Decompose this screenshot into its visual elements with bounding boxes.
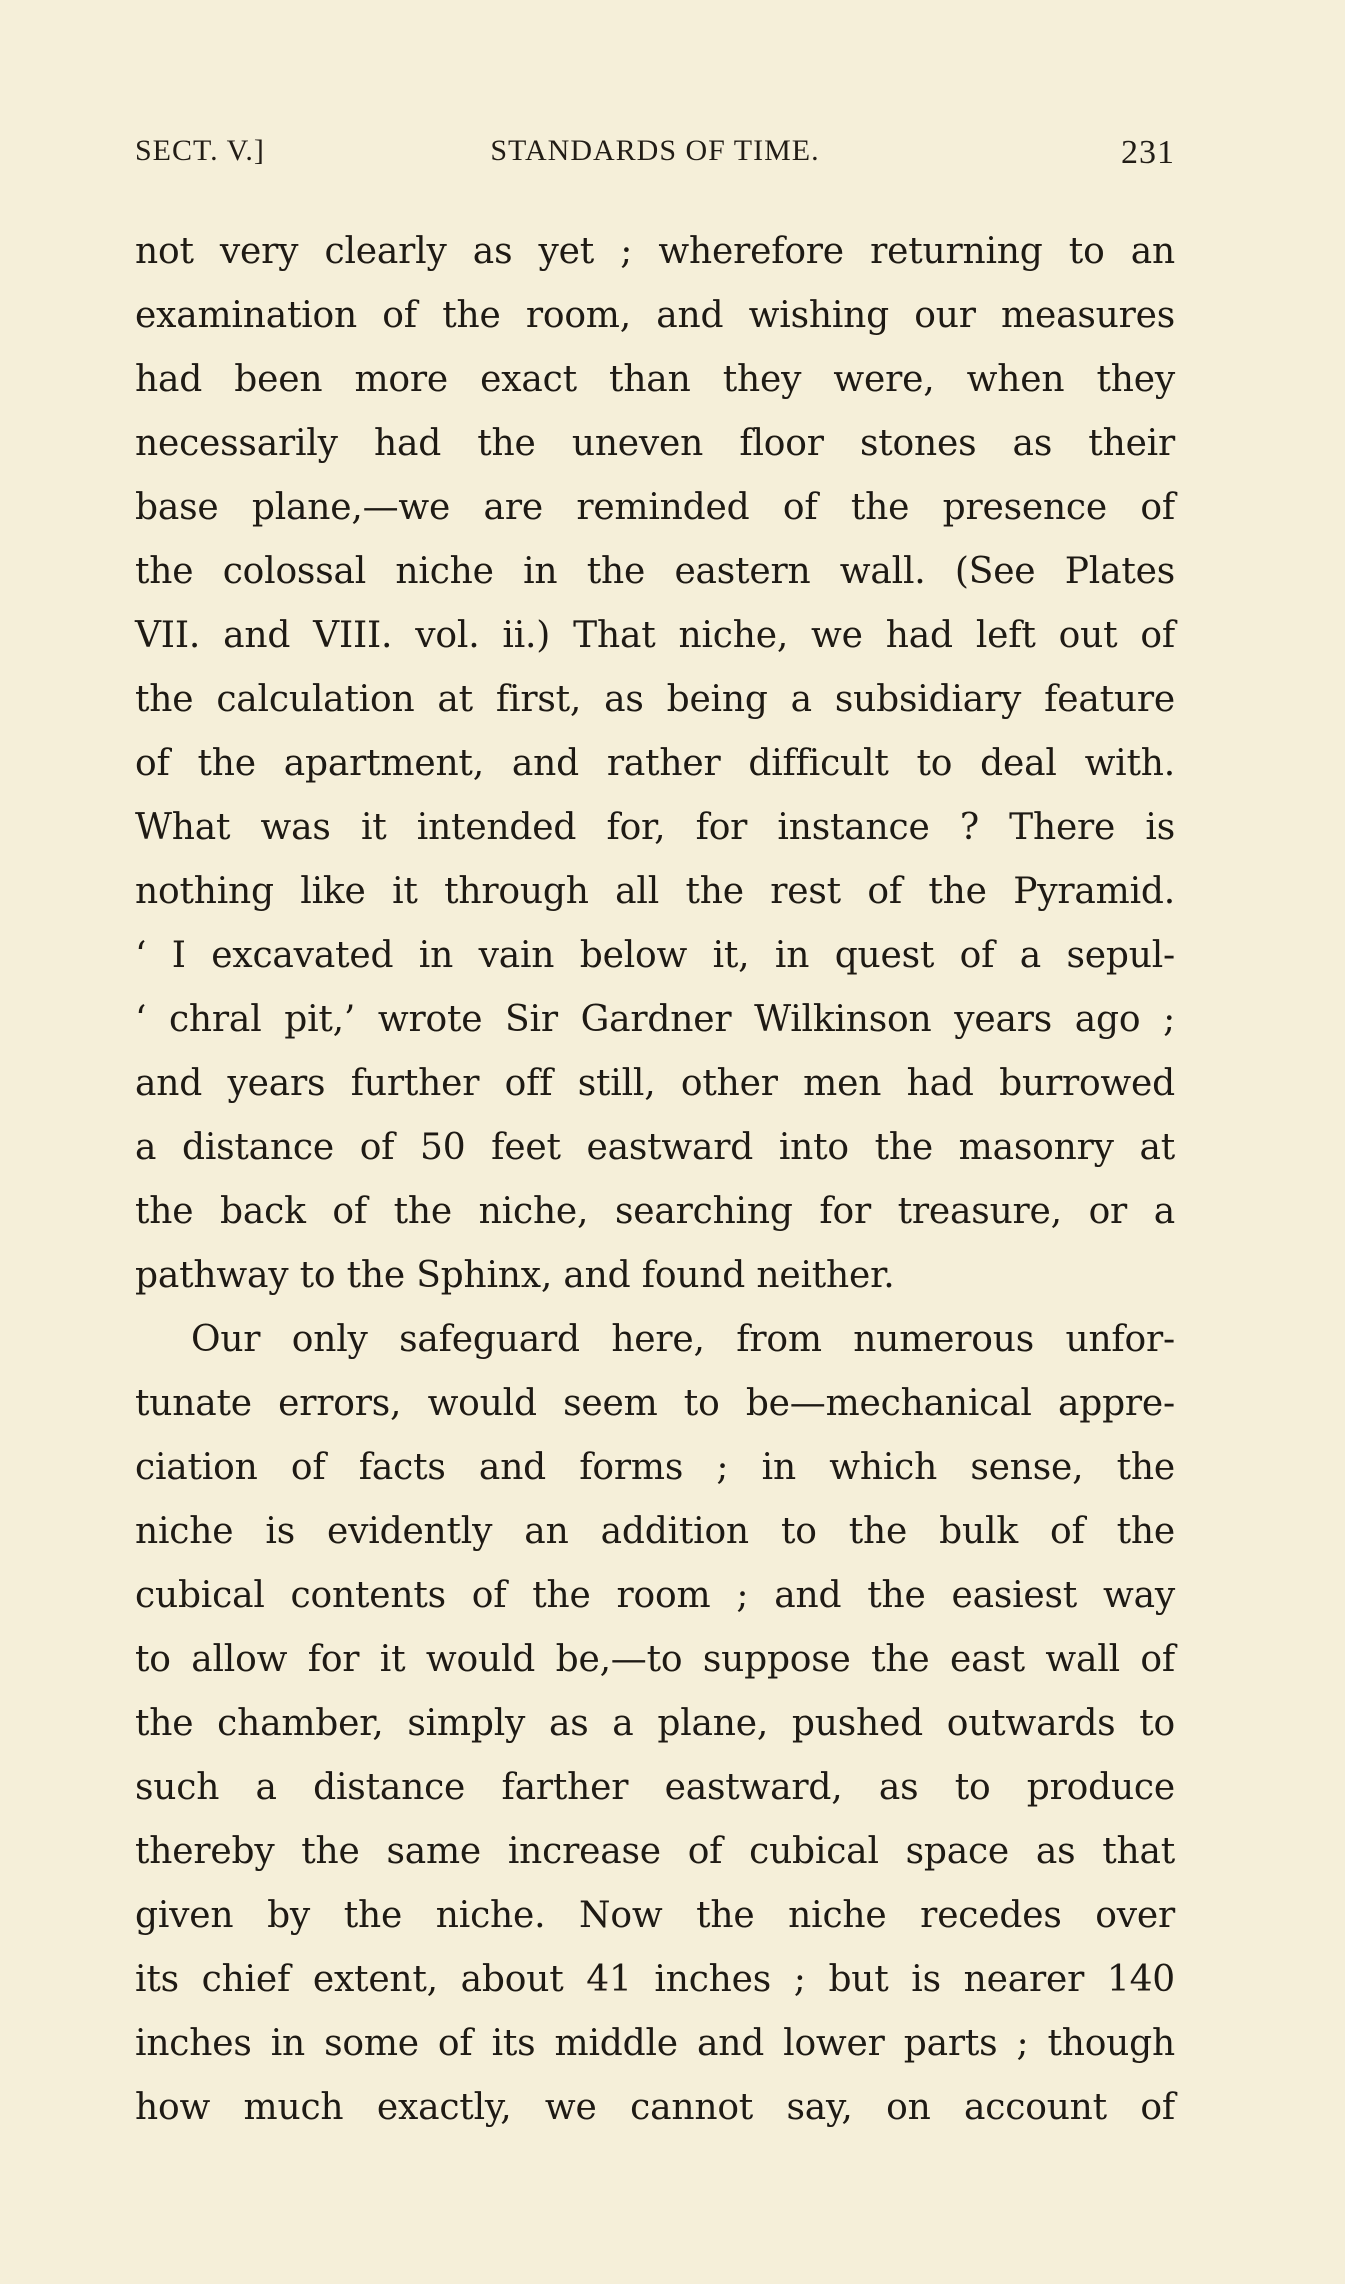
text-line: ‘ chral pit,’ wrote Sir Gardner Wilkinson years ago ; [135, 999, 1175, 1040]
text-line: ‘ I excavated in vain below it, in quest of a sepul- [135, 935, 1175, 976]
text-line: to allow for it would be,—to suppose the east wall of [135, 1639, 1175, 1680]
text-line: a distance of 50 feet eastward into the masonry at [135, 1127, 1175, 1168]
text-line: examination of the room, and wishing our measures [135, 295, 1175, 336]
text-line: such a distance farther eastward, as to produce [135, 1767, 1175, 1808]
text-line: given by the niche. Now the niche recedes over [135, 1895, 1175, 1936]
text-line: ciation of facts and forms ; in which sense, the [135, 1447, 1175, 1488]
text-line: niche is evidently an addition to the bulk of the [135, 1511, 1175, 1552]
text-line: and years further off still, other men had burrowed [135, 1063, 1175, 1104]
text-line: not very clearly as yet ; wherefore returning to an [135, 231, 1175, 272]
section-label: SECT. V.] [135, 134, 265, 167]
text-line: had been more exact than they were, when they [135, 359, 1175, 400]
paragraph-2 [135, 1308, 1175, 2140]
text-line: how much exactly, we cannot say, on account of [135, 2087, 1175, 2128]
text-line: nothing like it through all the rest of the Pyramid. [135, 871, 1175, 912]
text-line: the chamber, simply as a plane, pushed outwards to [135, 1703, 1175, 1744]
text-line: base plane,—we are reminded of the presence of [135, 487, 1175, 528]
text-line: its chief extent, about 41 inches ; but is nearer 140 [135, 1959, 1175, 2000]
text-line: the back of the niche, searching for treasure, or a [135, 1191, 1175, 1232]
text-line: What was it intended for, for instance ? There is [135, 807, 1175, 848]
text-line: thereby the same increase of cubical space as that [135, 1831, 1175, 1872]
text-line: Our only safeguard here, from numerous unfor- [191, 1319, 1175, 1360]
text-line: tunate errors, would seem to be—mechanical appre- [135, 1383, 1175, 1424]
chapter-title: STANDARDS OF TIME. [490, 134, 820, 167]
text-line: the colossal niche in the eastern wall. (See Plates [135, 551, 1175, 592]
text-line: of the apartment, and rather difficult to deal with. [135, 743, 1175, 784]
text-line: the calculation at first, as being a subsidiary feature [135, 679, 1175, 720]
text-line: inches in some of its middle and lower parts ; though [135, 2023, 1175, 2064]
text-line: necessarily had the uneven floor stones as their [135, 423, 1175, 464]
text-line: pathway to the Sphinx, and found neither. [135, 1255, 895, 1296]
text-line: VII. and VIII. vol. ii.) That niche, we had left out of [135, 615, 1175, 656]
paragraph-1 [135, 220, 1175, 1308]
text-line: cubical contents of the room ; and the easiest way [135, 1575, 1175, 1616]
page-number: 231 [1121, 134, 1175, 171]
body-text [135, 220, 1175, 2140]
running-header [135, 134, 1175, 174]
